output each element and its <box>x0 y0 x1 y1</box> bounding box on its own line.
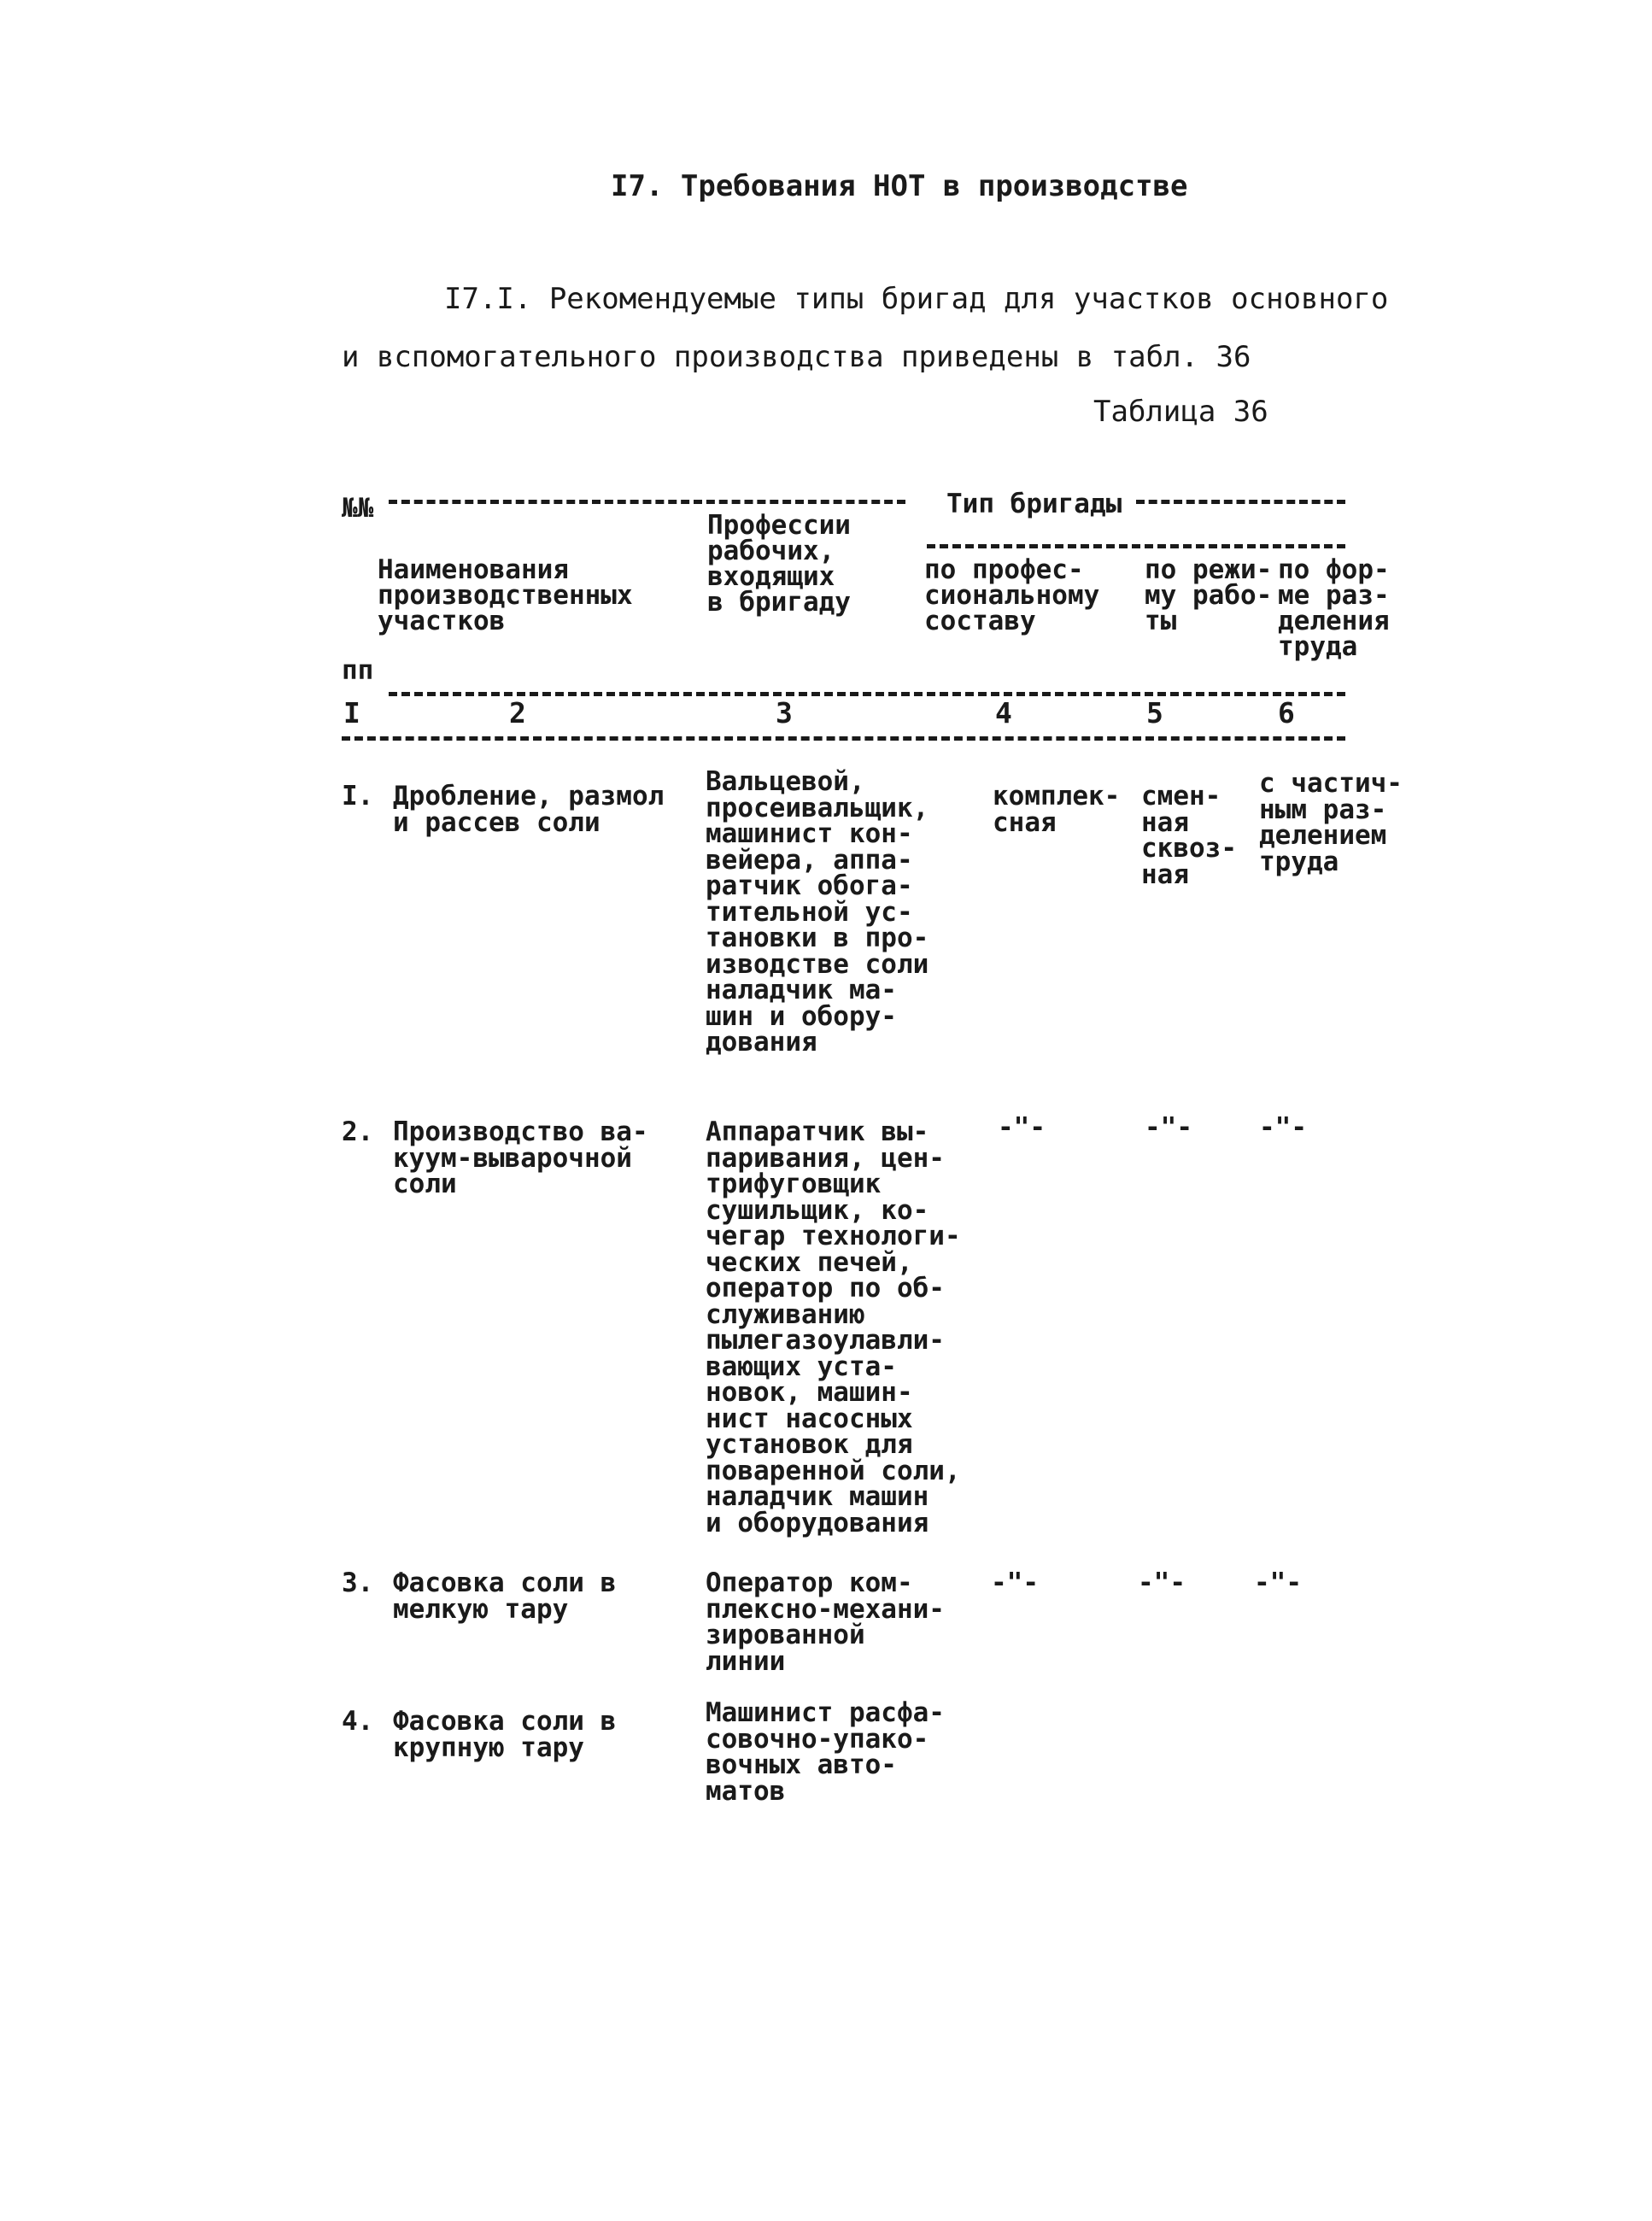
header-no-bottom: пп <box>342 655 374 686</box>
row-2-composition: -"- <box>998 1112 1046 1143</box>
column-number-2: 2 <box>509 696 526 730</box>
row-3-number: 3. <box>342 1568 374 1598</box>
row-1-mode: смен- ная сквоз- ная <box>1141 781 1237 890</box>
row-1-professions: Вальцевой, просеивальщик, машинист кон- вейера, аппа- ратчик обога- тительной ус- тановки в про- изводстве соли наладчик ма- шин и обору- дования <box>706 766 929 1058</box>
row-2-mode: -"- <box>1145 1112 1192 1143</box>
header-professions: Профессии рабочих, входящих в бригаду <box>707 510 851 618</box>
row-4-area: Фасовка соли в крупную тару <box>393 1706 617 1763</box>
group-sub-rule <box>927 544 1345 548</box>
row-3-composition: -"- <box>991 1568 1039 1598</box>
table-top-rule-right <box>1136 500 1345 504</box>
column-number-1: I <box>343 696 360 730</box>
header-mode: по режи- му рабо- ты <box>1145 554 1273 636</box>
section-title: I7. Требования НОТ в производстве <box>611 169 1188 203</box>
row-4-number: 4. <box>342 1706 374 1737</box>
row-3-area: Фасовка соли в мелкую тару <box>393 1568 617 1625</box>
row-2-division: -"- <box>1259 1112 1307 1143</box>
row-1-number: I. <box>342 781 374 812</box>
row-2-area: Производство ва- куум-выварочной соли <box>393 1116 648 1199</box>
paragraph-line-1: I7.I. Рекомендуемые типы бригад для участков основного <box>444 282 1389 316</box>
header-no-top: №№ <box>342 493 374 524</box>
row-3-mode: -"- <box>1138 1568 1186 1598</box>
paragraph-line-2: и вспомогательного производства приведены в табл. 36 <box>342 340 1251 374</box>
row-1-area: Дробление, размол и рассев соли <box>393 781 665 838</box>
header-bottom-rule <box>389 692 1345 696</box>
header-brigade-type: Тип бригады <box>946 489 1122 519</box>
row-2-professions: Аппаратчик вы- паривания, цен- трифуговщик сушильщик, ко- чегар технологи- ческих печей, оператор по об- служиванию пылегазоулавли- вающих уста- новок, машин- нист насосных установок для поваренной соли, наладчик машин и оборудования <box>706 1116 961 1538</box>
header-area: Наименования производственных участков <box>378 554 633 636</box>
row-1-division: с частич- ным раз- делением труда <box>1259 768 1403 877</box>
numbers-bottom-rule <box>342 736 1345 741</box>
row-3-professions: Оператор ком- плексно-механи- зированной линии <box>706 1568 945 1677</box>
row-4-professions: Машинист расфа- совочно-упако- вочных авто- матов <box>706 1697 945 1807</box>
header-division: по фор- ме раз- деления труда <box>1278 554 1390 662</box>
header-composition: по профес- сиональному составу <box>924 554 1100 636</box>
column-number-4: 4 <box>995 696 1012 730</box>
column-number-5: 5 <box>1146 696 1163 730</box>
column-number-6: 6 <box>1278 696 1295 730</box>
row-1-composition: комплек- сная <box>993 781 1121 838</box>
column-number-3: 3 <box>776 696 793 730</box>
row-3-division: -"- <box>1254 1568 1302 1598</box>
table-caption: Таблица 36 <box>1093 395 1268 429</box>
row-2-number: 2. <box>342 1116 374 1147</box>
table-top-rule <box>389 500 905 504</box>
